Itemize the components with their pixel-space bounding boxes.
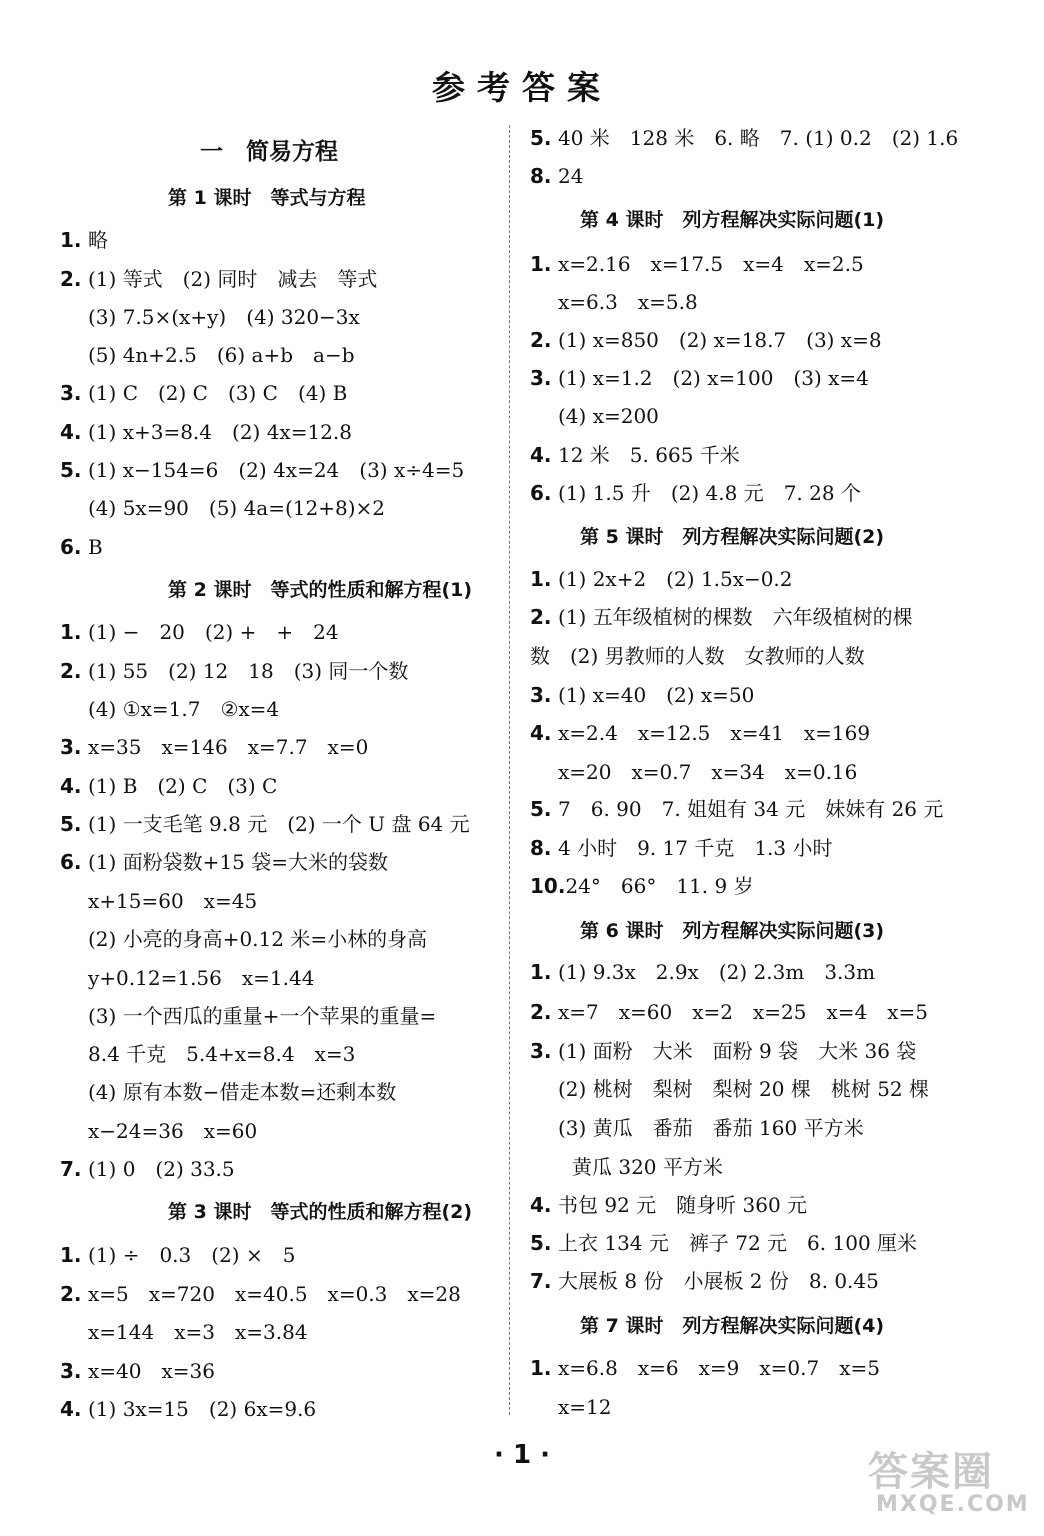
answer-text: x+15=60 x=45	[88, 889, 258, 913]
answer-item	[60, 1397, 316, 1421]
answer-text: (1) 55 (2) 12 18 (3) 同一个数	[88, 659, 409, 683]
answer-item	[530, 328, 882, 352]
answer-continuation	[88, 927, 427, 951]
item-number: 2.	[530, 1000, 552, 1024]
answer-text: (1) 面粉袋数+15 袋=大米的袋数	[88, 850, 389, 874]
answer-continuation	[88, 697, 279, 721]
answer-text: (1) B (2) C (3) C	[88, 774, 278, 798]
answer-item	[530, 366, 869, 390]
answer-item	[530, 164, 583, 188]
answer-item	[60, 1157, 235, 1181]
item-number: 2.	[530, 328, 552, 352]
answer-item	[60, 735, 368, 759]
item-number: 1.	[530, 960, 552, 984]
item-number: 6.	[60, 535, 82, 559]
item-number: 8.	[530, 164, 552, 188]
item-number: 4.	[60, 774, 82, 798]
section-heading: 第 6 课时 列方程解决实际问题(3)	[580, 920, 885, 942]
answer-item	[530, 960, 875, 984]
item-number: 4.	[530, 1193, 552, 1217]
answer-text: (4) 原有本数−借走本数=还剩本数	[88, 1080, 397, 1104]
answer-item	[60, 1359, 215, 1383]
item-number: 2.	[530, 605, 552, 629]
answer-text: (1) ÷ 0.3 (2) × 5	[88, 1243, 296, 1267]
answer-text: 4 小时 9. 17 千克 1.3 小时	[558, 836, 833, 860]
answer-text: x=35 x=146 x=7.7 x=0	[88, 735, 369, 759]
answer-text: (3) 黄瓜 番茄 番茄 160 平方米	[558, 1116, 864, 1140]
answer-item	[60, 1282, 461, 1306]
item-number: 1.	[530, 1356, 552, 1380]
answer-item	[530, 683, 754, 707]
item-number: 3.	[530, 366, 552, 390]
answer-text: x−24=36 x=60	[88, 1119, 258, 1143]
answer-text: (1) 一支毛笔 9.8 元 (2) 一个 U 盘 64 元	[88, 812, 470, 836]
answer-item	[530, 1193, 807, 1217]
answer-text: (1) − 20 (2) + + 24	[88, 620, 339, 644]
item-number: 5.	[60, 812, 82, 836]
answer-text: (4) x=200	[558, 404, 659, 428]
answer-text: x=2.16 x=17.5 x=4 x=2.5	[558, 252, 864, 276]
answer-text: 7 6. 90 7. 姐姐有 34 元 妹妹有 26 元	[558, 797, 944, 821]
item-number: 5.	[530, 797, 552, 821]
item-number: 2.	[60, 1282, 82, 1306]
answer-text: 黄瓜 320 平方米	[572, 1155, 723, 1179]
item-number: 2.	[60, 659, 82, 683]
answer-text: 8.4 千克 5.4+x=8.4 x=3	[88, 1042, 356, 1066]
item-number: 1.	[530, 252, 552, 276]
answer-continuation	[88, 1320, 308, 1344]
section-heading: 第 4 课时 列方程解决实际问题(1)	[580, 209, 885, 231]
item-number: 1.	[60, 1243, 82, 1267]
item-number: 3.	[60, 381, 82, 405]
answer-item	[530, 252, 864, 276]
answer-text: x=7 x=60 x=2 x=25 x=4 x=5	[558, 1000, 929, 1024]
section-heading: 第 1 课时 等式与方程	[168, 187, 366, 209]
item-number: 10.	[530, 874, 566, 898]
answer-text: (1) x=1.2 (2) x=100 (3) x=4	[558, 366, 869, 390]
answer-item	[60, 458, 464, 482]
answer-text: (1) C (2) C (3) C (4) B	[88, 381, 348, 405]
answer-text: x=144 x=3 x=3.84	[88, 1320, 308, 1344]
answer-text: (2) 桃树 梨树 梨树 20 棵 桃树 52 棵	[558, 1077, 930, 1101]
answer-item	[60, 659, 408, 683]
item-number: 1.	[60, 228, 82, 252]
answer-item	[530, 721, 870, 745]
answer-text: (1) 9.3x 2.9x (2) 2.3m 3.3m	[558, 960, 876, 984]
answer-item	[60, 381, 347, 405]
answer-continuation	[572, 1155, 723, 1179]
answer-text: (1) 2x+2 (2) 1.5x−0.2	[558, 567, 793, 591]
section-heading: 第 3 课时 等式的性质和解方程(2)	[168, 1201, 473, 1223]
item-number: 1.	[530, 567, 552, 591]
column-divider	[509, 125, 510, 1415]
page-number: · 1 ·	[494, 1440, 550, 1470]
answer-item	[530, 1231, 917, 1255]
answer-text: (4) ①x=1.7 ②x=4	[88, 697, 280, 721]
answer-continuation	[88, 1080, 396, 1104]
answer-item	[530, 605, 913, 629]
answer-text: (1) 1.5 升 (2) 4.8 元 7. 28 个	[558, 481, 861, 505]
answer-continuation	[558, 404, 659, 428]
answer-item	[60, 774, 277, 798]
answer-text: x=12	[558, 1395, 612, 1419]
answer-continuation	[88, 305, 360, 329]
answer-item	[530, 126, 958, 150]
answer-text: 24	[558, 164, 584, 188]
answer-text: (1) 等式 (2) 同时 减去 等式	[88, 267, 378, 291]
item-number: 2.	[60, 267, 82, 291]
answer-text: (2) 小亮的身高+0.12 米=小林的身高	[88, 927, 428, 951]
answer-continuation	[88, 1004, 436, 1028]
answer-text: (1) x−154=6 (2) 4x=24 (3) x÷4=5	[88, 458, 465, 482]
answer-item	[530, 481, 861, 505]
item-number: 4.	[530, 443, 552, 467]
answer-text: (1) 五年级植树的棵数 六年级植树的棵	[558, 605, 913, 629]
item-number: 4.	[60, 1397, 82, 1421]
answer-item	[530, 1356, 880, 1380]
answer-continuation	[558, 1395, 612, 1419]
answer-text: 大展板 8 份 小展板 2 份 8. 0.45	[558, 1269, 879, 1293]
item-number: 3.	[60, 735, 82, 759]
item-number: 6.	[60, 850, 82, 874]
answer-continuation	[558, 1116, 864, 1140]
answer-text: x=6.8 x=6 x=9 x=0.7 x=5	[558, 1356, 880, 1380]
answer-text: (5) 4n+2.5 (6) a+b a−b	[88, 343, 355, 367]
answer-continuation	[530, 644, 865, 668]
chapter-heading: 一 简易方程	[200, 139, 338, 165]
watermark-logo-text: 答案圈	[868, 1449, 994, 1495]
item-number: 5.	[60, 458, 82, 482]
section-heading: 第 7 课时 列方程解决实际问题(4)	[580, 1315, 885, 1337]
answer-text: 40 米 128 米 6. 略 7. (1) 0.2 (2) 1.6	[558, 126, 959, 150]
item-number: 7.	[530, 1269, 552, 1293]
answer-text: 12 米 5. 665 千米	[558, 443, 740, 467]
answer-item	[530, 836, 833, 860]
item-number: 7.	[60, 1157, 82, 1181]
answer-continuation	[88, 343, 355, 367]
answer-text: x=6.3 x=5.8	[558, 290, 698, 314]
answer-text: (3) 一个西瓜的重量+一个苹果的重量=	[88, 1004, 437, 1028]
answer-item	[530, 1269, 879, 1293]
answer-item	[60, 812, 470, 836]
answer-continuation	[88, 966, 314, 990]
section-heading: 第 2 课时 等式的性质和解方程(1)	[168, 579, 473, 601]
answer-item	[530, 567, 793, 591]
answer-item	[530, 797, 943, 821]
answer-item	[60, 267, 377, 291]
answer-text: x=40 x=36	[88, 1359, 215, 1383]
answer-text: (4) 5x=90 (5) 4a=(12+8)×2	[88, 496, 386, 520]
answer-text: (1) x+3=8.4 (2) 4x=12.8	[88, 420, 352, 444]
watermark-site-text: MXQE.COM	[876, 1492, 1030, 1517]
answer-continuation	[88, 496, 385, 520]
answer-item	[530, 874, 754, 898]
answer-item	[60, 420, 352, 444]
answer-continuation	[88, 889, 257, 913]
item-number: 5.	[530, 1231, 552, 1255]
item-number: 6.	[530, 481, 552, 505]
answer-continuation	[88, 1042, 355, 1066]
answer-text: x=5 x=720 x=40.5 x=0.3 x=28	[88, 1282, 461, 1306]
answer-text: (1) x=850 (2) x=18.7 (3) x=8	[558, 328, 882, 352]
answer-text: y+0.12=1.56 x=1.44	[88, 966, 315, 990]
answer-item	[530, 1039, 916, 1063]
answer-text: B	[88, 535, 103, 559]
answer-text: (1) 面粉 大米 面粉 9 袋 大米 36 袋	[558, 1039, 917, 1063]
answer-continuation	[88, 1119, 257, 1143]
answer-item	[60, 1243, 295, 1267]
answer-text: (3) 7.5×(x+y) (4) 320−3x	[88, 305, 360, 329]
item-number: 5.	[530, 126, 552, 150]
answer-item	[60, 620, 339, 644]
page-title: 参考答案	[432, 68, 612, 107]
item-number: 1.	[60, 620, 82, 644]
answer-continuation	[558, 290, 698, 314]
answer-text: 上衣 134 元 裤子 72 元 6. 100 厘米	[558, 1231, 918, 1255]
answer-continuation	[558, 760, 857, 784]
answer-item	[530, 443, 740, 467]
item-number: 4.	[530, 721, 552, 745]
item-number: 4.	[60, 420, 82, 444]
watermark-logo	[868, 1440, 1030, 1530]
answer-text: 略	[88, 228, 108, 252]
answer-text: x=20 x=0.7 x=34 x=0.16	[558, 760, 858, 784]
answer-continuation	[558, 1077, 929, 1101]
answer-text: 数 (2) 男教师的人数 女教师的人数	[530, 644, 865, 668]
answer-item	[60, 850, 388, 874]
answer-text: (1) 3x=15 (2) 6x=9.6	[88, 1397, 317, 1421]
item-number: 3.	[60, 1359, 82, 1383]
answer-text: 24° 66° 11. 9 岁	[565, 874, 754, 898]
answer-text: (1) 0 (2) 33.5	[88, 1157, 235, 1181]
answer-text: x=2.4 x=12.5 x=41 x=169	[558, 721, 871, 745]
answer-item	[530, 1000, 928, 1024]
section-heading: 第 5 课时 列方程解决实际问题(2)	[580, 526, 885, 548]
answer-text: 书包 92 元 随身听 360 元	[558, 1193, 808, 1217]
item-number: 8.	[530, 836, 552, 860]
item-number: 3.	[530, 1039, 552, 1063]
answer-text: (1) x=40 (2) x=50	[558, 683, 755, 707]
answer-item	[60, 535, 103, 559]
item-number: 3.	[530, 683, 552, 707]
answer-item	[60, 228, 108, 252]
